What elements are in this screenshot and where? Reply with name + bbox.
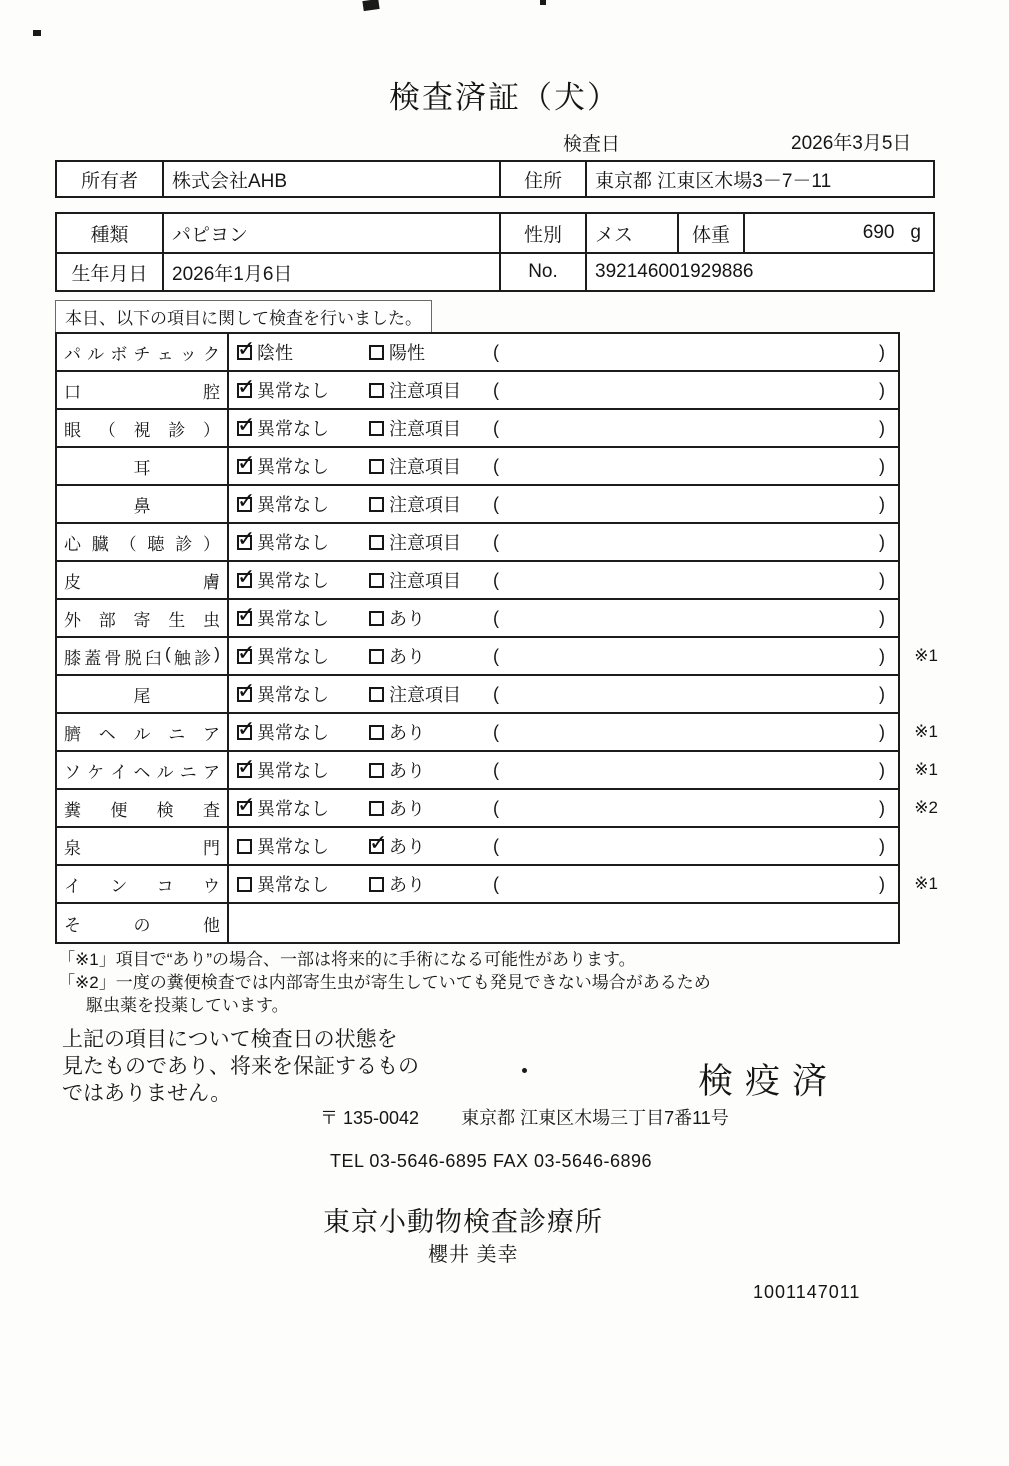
inspection-table [55, 332, 938, 944]
option-2 [369, 339, 491, 365]
table-row [57, 866, 938, 904]
row-label-text: 心 臓 （ 聴 診 ） [64, 534, 220, 554]
checkbox-icon [237, 345, 252, 360]
row-label [57, 600, 229, 636]
pet-table [55, 212, 935, 292]
paren-open: ( [493, 531, 499, 552]
row-note: ※2 [914, 798, 938, 817]
option-2 [369, 605, 491, 631]
weight-unit: g [910, 222, 921, 243]
option-1 [237, 339, 369, 365]
pet-row-2 [57, 252, 933, 290]
paren-close: ) [879, 417, 885, 438]
option-1-label: 異常なし [257, 419, 329, 439]
option-2-label: あり [389, 723, 425, 743]
table-row [57, 828, 898, 866]
checkbox-icon [237, 383, 252, 398]
address-label: 住所 [499, 162, 585, 196]
row-content [229, 866, 898, 902]
option-2-label: あり [389, 761, 425, 781]
option-1 [237, 453, 369, 479]
footnote-1: 「※1」項目で“あり”の場合、一部は将来的に手術になる可能性があります。 [58, 950, 636, 969]
breed-label: 種類 [90, 224, 129, 246]
option-1 [237, 871, 369, 897]
checkbox-icon [369, 573, 384, 588]
row-content [229, 600, 898, 636]
paren-close: ) [879, 835, 885, 856]
remarks-field [491, 874, 890, 895]
row-label [57, 486, 229, 522]
checkbox-icon [369, 535, 384, 550]
row-label-text: イ ン コ ウ [64, 876, 220, 896]
checkbox-icon [369, 801, 384, 816]
row-content [229, 562, 898, 598]
disclaimer-line-2: 見たものであり、将来を保証するもの [62, 1055, 419, 1078]
remarks-field [491, 798, 890, 819]
option-1-label: 異常なし [257, 609, 329, 629]
option-1 [237, 491, 369, 517]
remarks-field [491, 532, 890, 553]
option-1 [237, 415, 369, 441]
checkbox-icon [237, 839, 252, 854]
option-1 [237, 757, 369, 783]
row-label-text: 外 部 寄 生 虫 [64, 610, 220, 630]
option-1 [237, 833, 369, 859]
scan-artifact [522, 1068, 527, 1073]
row-label [57, 410, 229, 446]
remarks-field [491, 342, 890, 363]
checkbox-icon [237, 877, 252, 892]
option-1 [237, 377, 369, 403]
weight-value: 690 [862, 222, 895, 243]
row-label-text: パ ル ボ チ ェ ッ ク [64, 344, 220, 364]
scan-artifact [33, 30, 41, 36]
registration-no-label: No. [499, 254, 585, 290]
remarks-field [491, 418, 890, 439]
option-2 [369, 757, 491, 783]
postal-code: 〒 135-0042 [320, 1108, 420, 1128]
remarks-field [491, 380, 890, 401]
checkbox-icon [237, 421, 252, 436]
paren-close: ) [879, 645, 885, 666]
option-1-label: 異常なし [257, 457, 329, 477]
option-2 [369, 681, 491, 707]
row-label-text: 泉 門 [64, 838, 220, 858]
row-content [229, 638, 898, 674]
option-2 [369, 453, 491, 479]
checkbox-icon [237, 535, 252, 550]
checkbox-icon [369, 877, 384, 892]
option-2-label: 注意項目 [389, 685, 461, 705]
weight-label: 体重 [677, 214, 743, 252]
paren-open: ( [493, 607, 499, 628]
paren-close: ) [879, 607, 885, 628]
row-label-text: 眼 （ 視 診 ） [64, 420, 220, 440]
paren-open: ( [493, 569, 499, 590]
checkbox-icon [237, 763, 252, 778]
weight-cell [743, 214, 933, 252]
option-1 [237, 795, 369, 821]
disclaimer [62, 1026, 419, 1107]
paren-close: ) [879, 379, 885, 400]
checkbox-icon [237, 459, 252, 474]
inspection-date-value: 2026年3月5日 [791, 133, 912, 154]
option-2 [369, 491, 491, 517]
row-content [229, 752, 898, 788]
row-content [229, 790, 898, 826]
option-2-label: あり [389, 837, 425, 857]
owner-table [55, 160, 935, 198]
table-row [57, 752, 938, 790]
checkbox-icon [369, 687, 384, 702]
scan-artifact [362, 0, 379, 11]
option-1 [237, 681, 369, 707]
table-row [57, 448, 898, 486]
option-2-label: 注意項目 [389, 457, 461, 477]
row-label-text: ソ ケ イ ヘ ル ニ ア [64, 762, 220, 782]
footnote-2: 「※2」一度の糞便検査では内部寄生虫が寄生していても発見できない場合があるため [58, 973, 711, 992]
serial-number: 1001147011 [753, 1282, 861, 1302]
option-2-label: あり [389, 875, 425, 895]
row-label [57, 828, 229, 864]
option-2 [369, 415, 491, 441]
row-label [57, 524, 229, 560]
checkbox-icon [369, 763, 384, 778]
option-2-label: 陽性 [389, 343, 425, 363]
paren-open: ( [493, 493, 499, 514]
option-2 [369, 833, 491, 859]
row-label [57, 866, 229, 902]
checkbox-icon [369, 421, 384, 436]
sex-label: 性別 [499, 214, 585, 252]
row-label [57, 714, 229, 750]
row-content [229, 524, 898, 560]
owner-label: 所有者 [80, 170, 138, 192]
table-row [57, 372, 898, 410]
row-note: ※1 [914, 646, 938, 665]
paren-open: ( [493, 797, 499, 818]
row-label [57, 790, 229, 826]
paren-open: ( [493, 683, 499, 704]
option-1-label: 異常なし [257, 495, 329, 515]
option-1-label: 異常なし [257, 799, 329, 819]
checkbox-icon [369, 459, 384, 474]
paren-open: ( [493, 455, 499, 476]
option-2 [369, 377, 491, 403]
table-row [57, 600, 898, 638]
row-label [57, 638, 229, 674]
paren-close: ) [879, 493, 885, 514]
option-2-label: 注意項目 [389, 381, 461, 401]
option-2 [369, 795, 491, 821]
page-title: 検査済証（犬） [389, 80, 620, 115]
remarks-field [491, 494, 890, 515]
pet-row-1 [57, 214, 933, 252]
option-2-label: 注意項目 [389, 495, 461, 515]
paren-close: ) [879, 759, 885, 780]
option-2-label: あり [389, 609, 425, 629]
option-2-label: あり [389, 647, 425, 667]
remarks-field [491, 684, 890, 705]
row-label [57, 676, 229, 712]
address-value: 東京都 江東区木場3－7－11 [585, 162, 933, 196]
row-note: ※1 [914, 722, 938, 741]
row-content [229, 448, 898, 484]
paren-open: ( [493, 341, 499, 362]
checkbox-icon [237, 611, 252, 626]
row-content [229, 904, 898, 942]
paren-open: ( [493, 417, 499, 438]
disclaimer-line-1: 上記の項目について検査日の状態を [62, 1028, 398, 1051]
paren-open: ( [493, 379, 499, 400]
contact-address-line [320, 1104, 729, 1130]
clinic-address: 東京都 江東区木場三丁目7番11号 [461, 1108, 729, 1128]
paren-open: ( [493, 873, 499, 894]
paren-close: ) [879, 455, 885, 476]
disclaimer-line-3: ではありません。 [62, 1082, 232, 1105]
checkbox-icon [369, 649, 384, 664]
row-content [229, 714, 898, 750]
row-content [229, 410, 898, 446]
paren-open: ( [493, 721, 499, 742]
checkbox-icon [237, 687, 252, 702]
row-label-text: 臍 ヘ ル ニ ア [64, 724, 220, 744]
checkbox-icon [237, 497, 252, 512]
breed-value: パピヨン [162, 214, 499, 252]
quarantine-stamp: 検疫済 [698, 1062, 840, 1101]
row-note: ※1 [914, 760, 938, 779]
remarks-field [491, 456, 890, 477]
checkbox-icon [369, 611, 384, 626]
checkbox-icon [369, 725, 384, 740]
option-1-label: 異常なし [257, 647, 329, 667]
row-label [57, 562, 229, 598]
row-content [229, 676, 898, 712]
option-1-label: 異常なし [257, 723, 329, 743]
birthdate-label: 生年月日 [71, 263, 148, 285]
sex-value: メス [585, 214, 677, 252]
row-content [229, 486, 898, 522]
paren-close: ) [879, 797, 885, 818]
row-label [57, 448, 229, 484]
option-1-label: 異常なし [257, 533, 329, 553]
table-row [57, 790, 938, 828]
option-2-label: 注意項目 [389, 533, 461, 553]
clinic-name: 東京小動物検査診療所 [323, 1207, 603, 1237]
option-2-label: あり [389, 799, 425, 819]
birthdate-value: 2026年1月6日 [162, 254, 499, 290]
row-label-text: 皮 膚 [64, 572, 220, 592]
statement-text: 本日、以下の項目に関して検査を行いました。 [65, 309, 422, 328]
table-row [57, 638, 938, 676]
footnotes [58, 948, 711, 1017]
option-1-label: 陰性 [257, 343, 293, 363]
paren-open: ( [493, 835, 499, 856]
option-2 [369, 529, 491, 555]
checkbox-icon [369, 497, 384, 512]
scan-artifact [540, 0, 546, 5]
row-label-text: 口 腔 [64, 382, 220, 402]
option-1 [237, 643, 369, 669]
table-row [57, 676, 898, 714]
remarks-field [491, 836, 890, 857]
paren-open: ( [493, 759, 499, 780]
row-label-text: 糞 便 検 査 [64, 800, 220, 820]
option-1 [237, 567, 369, 593]
paren-close: ) [879, 341, 885, 362]
remarks-field [491, 722, 890, 743]
paren-close: ) [879, 721, 885, 742]
paren-close: ) [879, 531, 885, 552]
row-label-text: 膝 蓋 骨 脱 臼 ( 触 診 ) [64, 643, 220, 668]
row-label-text: 尾 [133, 686, 151, 706]
table-row [57, 410, 898, 448]
remarks-field [491, 646, 890, 667]
row-content [229, 372, 898, 408]
option-2 [369, 719, 491, 745]
examiner-name: 櫻井 美幸 [428, 1244, 519, 1266]
statement-box [55, 300, 432, 333]
option-1-label: 異常なし [257, 381, 329, 401]
remarks-field [491, 608, 890, 629]
remarks-field [491, 760, 890, 781]
table-row [57, 486, 898, 524]
option-2-label: 注意項目 [389, 419, 461, 439]
table-row [57, 904, 898, 942]
registration-no-value: 392146001929886 [585, 254, 933, 290]
option-1-label: 異常なし [257, 837, 329, 857]
row-label [57, 334, 229, 370]
row-content [229, 334, 898, 370]
tel-fax-line: TEL 03-5646-6895 FAX 03-5646-6896 [330, 1151, 653, 1171]
checkbox-icon [369, 839, 384, 854]
paren-open: ( [493, 645, 499, 666]
option-1-label: 異常なし [257, 571, 329, 591]
row-note: ※1 [914, 874, 938, 893]
option-1-label: 異常なし [257, 761, 329, 781]
option-1 [237, 605, 369, 631]
option-2 [369, 871, 491, 897]
paren-close: ) [879, 683, 885, 704]
table-row [57, 714, 938, 752]
checkbox-icon [369, 383, 384, 398]
remarks-field [491, 570, 890, 591]
inspection-date-label: 検査日 [563, 134, 621, 155]
row-label [57, 372, 229, 408]
paren-close: ) [879, 873, 885, 894]
option-2-label: 注意項目 [389, 571, 461, 591]
checkbox-icon [237, 573, 252, 588]
checkbox-icon [369, 345, 384, 360]
row-label-text: 鼻 [133, 496, 151, 516]
option-1-label: 異常なし [257, 875, 329, 895]
row-label-text: そ の 他 [64, 915, 220, 935]
checkbox-icon [237, 725, 252, 740]
footnote-2-continued: 駆虫薬を投薬しています。 [86, 996, 289, 1015]
row-content [229, 828, 898, 864]
option-1-label: 異常なし [257, 685, 329, 705]
paren-close: ) [879, 569, 885, 590]
option-2 [369, 643, 491, 669]
option-1 [237, 529, 369, 555]
checkbox-icon [237, 801, 252, 816]
row-label-text: 耳 [133, 458, 151, 478]
owner-value: 株式会社AHB [162, 162, 499, 196]
table-row [57, 334, 898, 372]
row-label [57, 752, 229, 788]
table-row [57, 524, 898, 562]
checkbox-icon [237, 649, 252, 664]
option-1 [237, 719, 369, 745]
row-label [57, 904, 229, 942]
option-2 [369, 567, 491, 593]
table-row [57, 562, 898, 600]
